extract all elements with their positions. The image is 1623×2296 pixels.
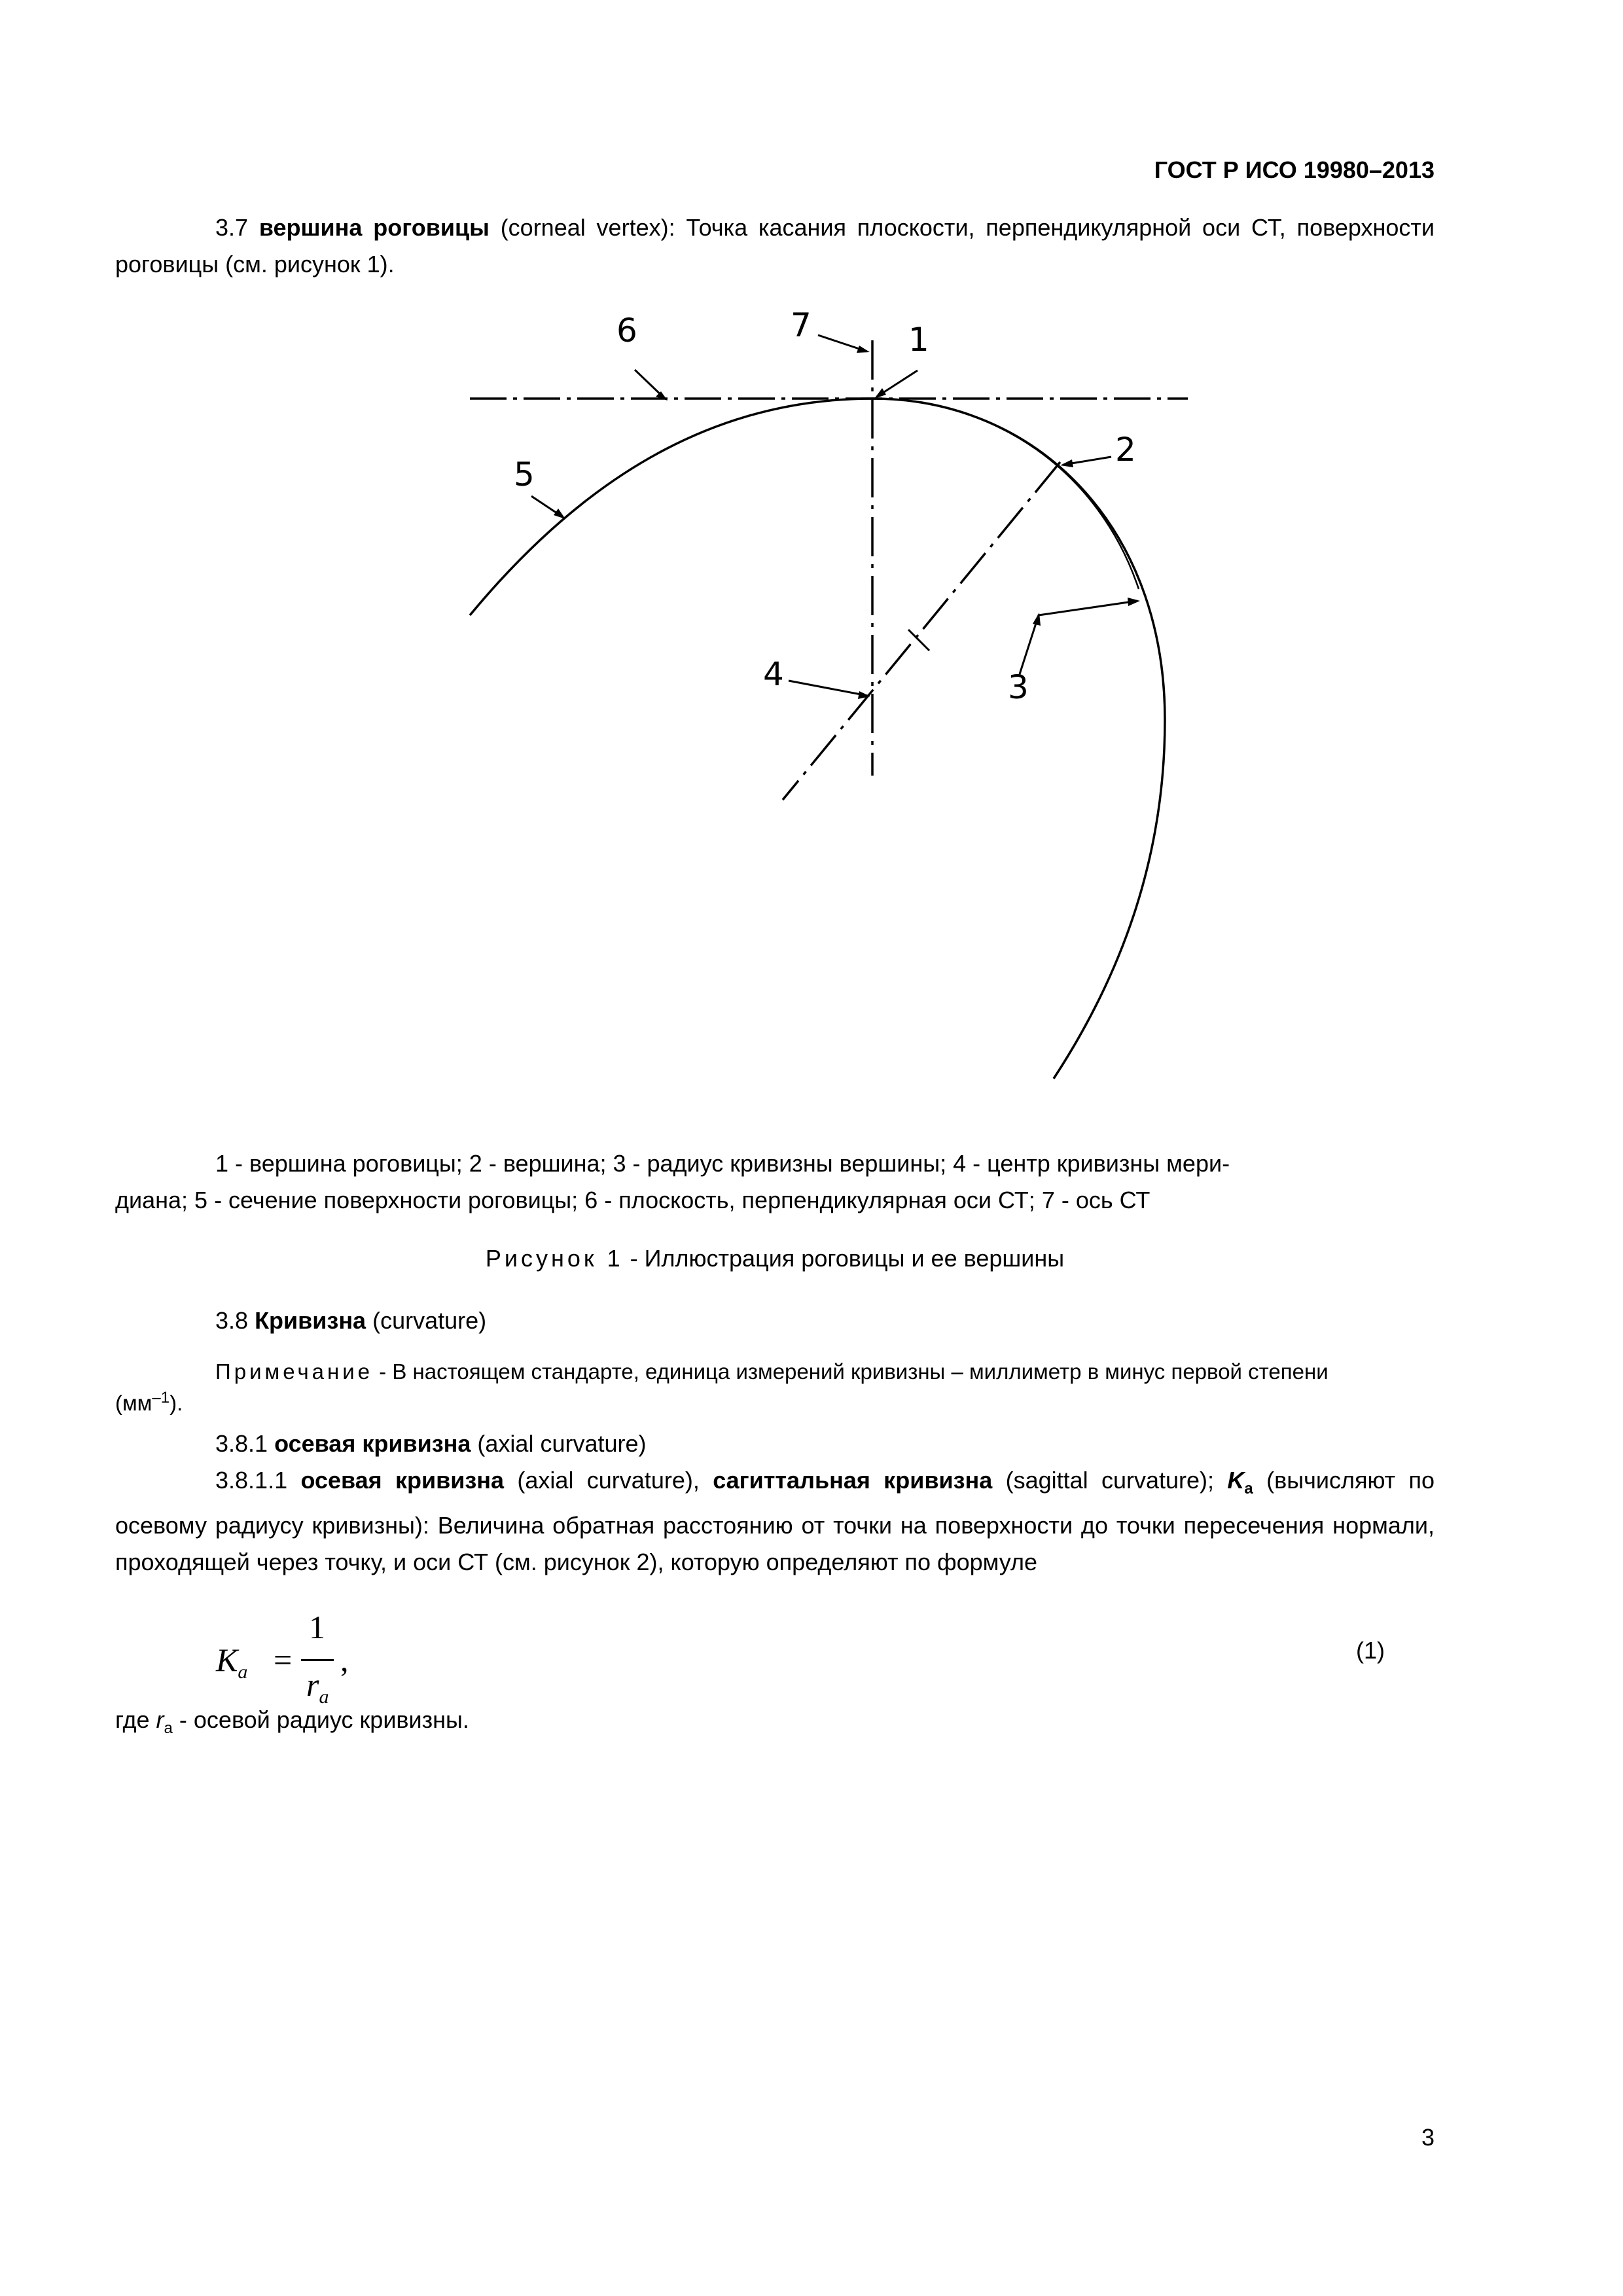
figure-label-4: 4 [763,655,784,693]
formula-denominator: $r_a$ [306,1666,329,1708]
note-word: Примечание [215,1359,374,1384]
term-axial-curvature: осевая кривизна [300,1467,505,1494]
arrow-3-upper [1128,598,1140,606]
formula-equals: = [274,1641,293,1678]
formula-numerator: 1 [309,1609,325,1645]
definition-text: : Точка касания плоскости, перпендикулярной оси СТ, поверхности роговицы (см. рисунок 1). [115,214,1435,278]
page-number: 3 [1421,2124,1435,2151]
figure-caption-text: - Иллюстрация роговицы и ее вершины [623,1245,1065,1272]
section-number: 3.8.1 [215,1430,268,1457]
figure-label-3: 3 [1008,668,1029,706]
term-sagittal-curvature: сагиттальная кривизна [713,1467,993,1494]
note-line-2: $(мм^{-1})$. [115,1389,183,1415]
term-english: (axial curvature) [477,1430,647,1457]
term-english: (corneal vertex) [500,214,669,241]
formula-number: (1) [1356,1637,1385,1664]
arrow-3-lower [1033,613,1041,626]
section-3-8-1-1: 3.8.1.1 осевая кривизна (axial curvature), сагиттальная кривизна (sagittal curvature); $K_a$ (вычисляют по осевому радиусу кривизны): Величина обратная расстоянию от точки на поверхности до точки пересечения нормали, проходящей через точку, и оси СТ (см. рисунок 2), которую определяют по формуле [115,1467,1435,1576]
formula-comma: , [340,1641,349,1678]
figure-legend-line-1: 1 - вершина роговицы; 2 - вершина; 3 - радиус кривизны вершины; 4 - центр кривизны мери- [215,1150,1230,1177]
note-text: - В настоящем стандарте, единица измерений кривизны – миллиметр в минус первой степени [373,1359,1329,1384]
section-number: 3.8.1.1 [215,1467,288,1494]
document-code: ГОСТ Р ИСО 19980–2013 [1154,156,1435,183]
normal-line [783,462,1060,800]
leader-4 [789,681,868,696]
arrow-5 [554,509,565,519]
center-mark [908,630,929,651]
term-axial-curvature: осевая кривизна [274,1430,471,1457]
where-clause: где $r_a$ - осевой радиус кривизны. [115,1706,469,1738]
figure-legend-line-2: диана; 5 - сечение поверхности роговицы; 6 - плоскость, перпендикулярная оси СТ; 7 - ось СТ [115,1187,1150,1213]
section-3-8 [215,1302,1435,1339]
term-curvature: Кривизна [255,1307,366,1334]
arrow-2 [1060,459,1073,467]
figure-label-2: 2 [1115,431,1136,469]
section-number: 3.8 [215,1307,249,1334]
figure-caption-word: Рисунок 1 [485,1245,624,1272]
cornea-section-curve [470,399,1165,1079]
definition-text: (вычисляют по осевому радиусу кривизны): Величина обратная расстоянию от точки на поверхности до точки пересечения нормали, проходящей через точку, и оси СТ (см. рисунок 2), которую определяют по формуле [115,1467,1435,1576]
vertex-curvature-circle-arc [872,399,1139,589]
figure-label-7: 7 [791,306,812,344]
figure-caption [115,1240,1435,1277]
figure-label-6: 6 [616,312,637,350]
arrow-7 [857,346,870,353]
leader-3 [1020,601,1137,674]
term-english: (curvature) [372,1307,487,1334]
section-3-8-1 [215,1426,1435,1462]
formula-lhs: $K_a$ [216,1641,248,1683]
figure-label-5: 5 [514,456,535,493]
figure-label-1: 1 [908,321,929,359]
symbol-K: K [1227,1467,1245,1494]
symbol-r: r [156,1706,164,1733]
arrow-1 [874,388,886,399]
section-number: 3.7 [215,214,249,241]
fraction-bar [301,1659,334,1661]
term-corneal-vertex: вершина роговицы [259,214,490,241]
